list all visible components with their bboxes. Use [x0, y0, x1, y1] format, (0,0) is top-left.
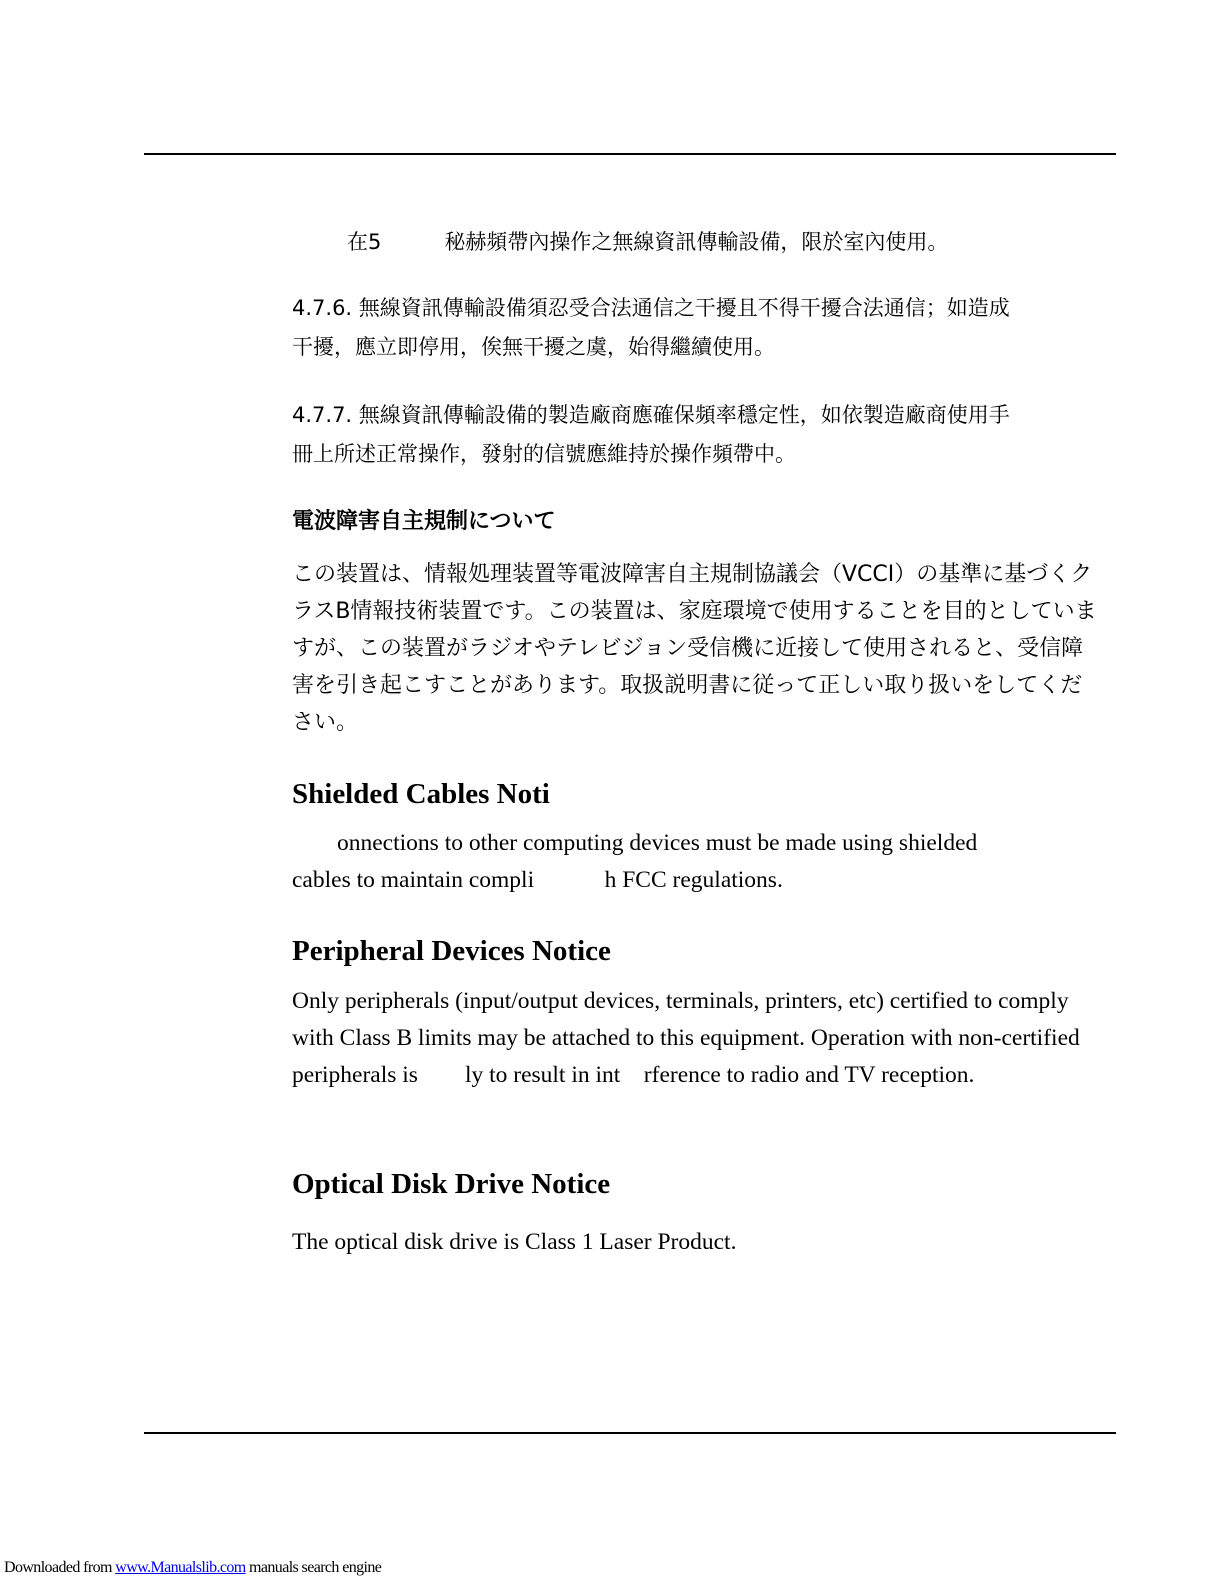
- download-footer: [4, 1559, 381, 1577]
- header-rule: [144, 153, 1116, 155]
- shielded-cables-line2: cables to maintain compli h FCC regulations.: [292, 867, 783, 893]
- footer-prefix: Downloaded from: [4, 1559, 116, 1576]
- zh-indoor-use-paragraph: 在5 秘赫頻帶內操作之無線資訊傳輸設備，限於室內使用。: [347, 230, 949, 254]
- peripheral-devices-paragraph: Only peripherals (input/output devices, terminals, printers, etc) certified to comply with Class B limits may be attached to this equipment. Operation with non-certified peripherals is ly to result in int rference to radio and TV reception.: [292, 988, 1086, 1088]
- zh-clause-4-7-6-line1: 4.7.6. 無線資訊傳輸設備須忍受合法通信之干擾且不得干擾合法通信；如造成: [292, 296, 1010, 320]
- zh-clause-4-7-7-line2: 冊上所述正常操作，發射的信號應維持於操作頻帶中。: [292, 442, 796, 466]
- shielded-cables-line1: onnections to other computing devices must be made using shielded: [337, 830, 978, 856]
- jp-vcci-paragraph: この装置は、情報処理装置等電波障害自主規制協議会（VCCI）の基準に基づくクラスB情報技術装置です。この装置は、家庭環境で使用することを目的としていますが、この装置がラジオやテレビジョン受信機に近接して使用されると、受信障害を引き起こすことがあります。取扱説明書に従って正しい取り扱いをしてください。: [292, 562, 1097, 735]
- footer-suffix: manuals search engine: [245, 1559, 382, 1576]
- peripheral-devices-heading: Peripheral Devices Notice: [292, 935, 611, 967]
- shielded-cables-heading: Shielded Cables Noti: [292, 778, 550, 810]
- manualslib-link[interactable]: www.Manualslib.com: [115, 1559, 246, 1576]
- footer-rule: [144, 1432, 1116, 1434]
- optical-disk-paragraph: The optical disk drive is Class 1 Laser Product.: [292, 1229, 737, 1255]
- optical-disk-heading: Optical Disk Drive Notice: [292, 1168, 611, 1200]
- zh-clause-4-7-6-line2: 干擾，應立即停用，俟無干擾之虞，始得繼續使用。: [292, 335, 775, 359]
- jp-vcci-heading: 電波障害自主規制について: [292, 509, 556, 534]
- zh-clause-4-7-7-line1: 4.7.7. 無線資訊傳輸設備的製造廠商應確保頻率穩定性，如依製造廠商使用手: [292, 403, 1010, 427]
